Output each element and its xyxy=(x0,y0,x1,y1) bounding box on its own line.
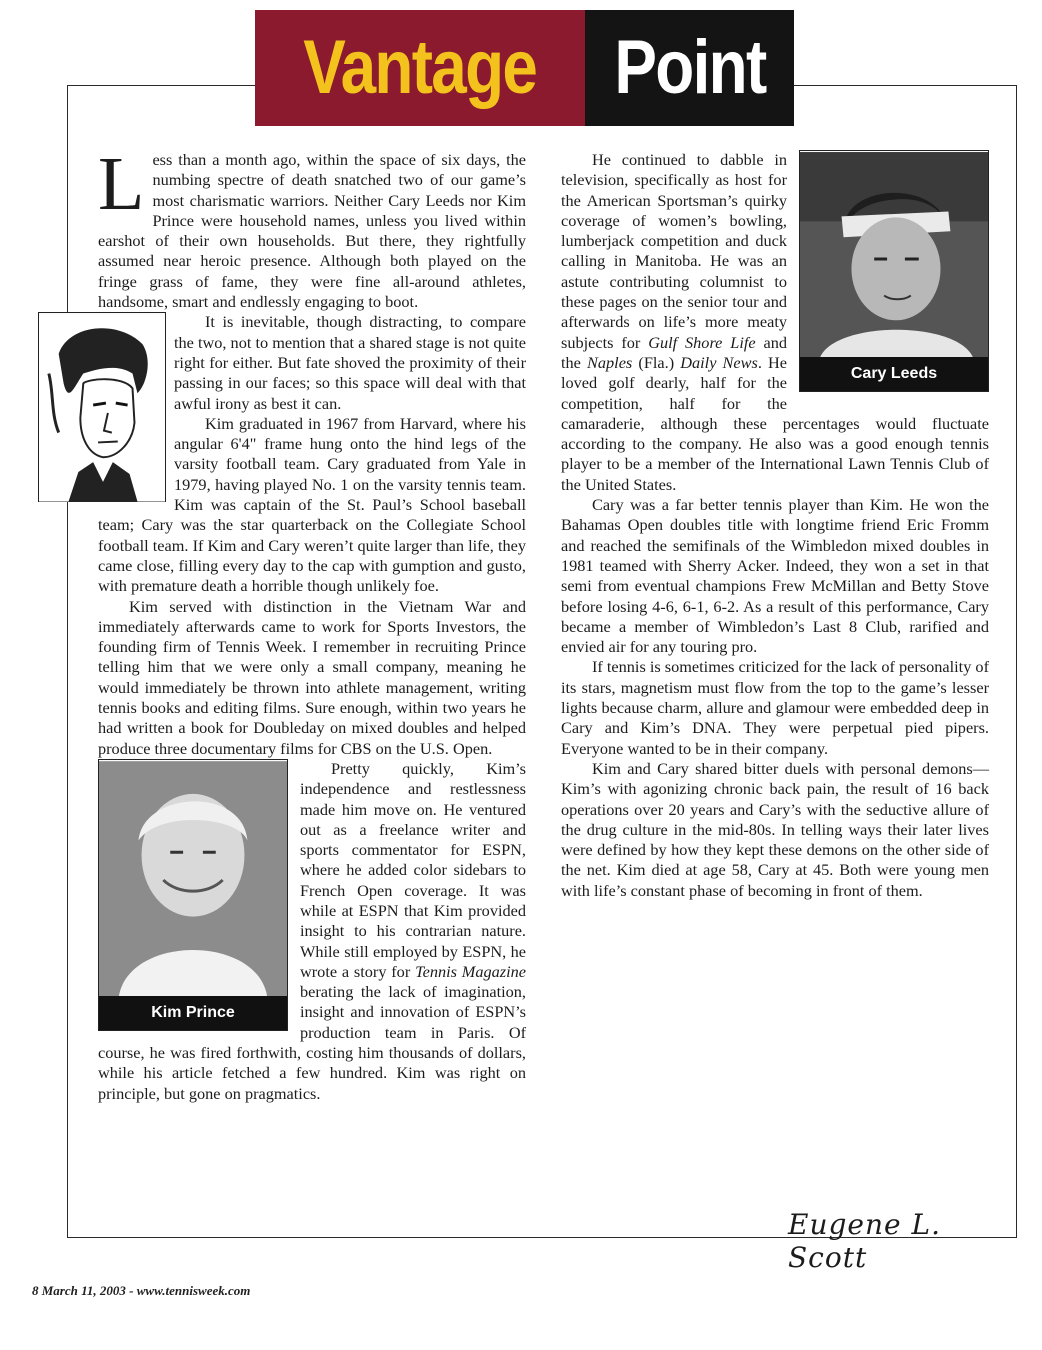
header-left-block xyxy=(255,10,585,126)
header-right-block xyxy=(585,10,794,126)
page-footer: 8 March 11, 2003 - www.tennisweek.com xyxy=(32,1283,251,1298)
paragraph-7: Cary was a far better tennis player than Kim. He won the Bahamas Open doubles title with longtime friend Eric Fromm and reached the semifinals of the Wimbledon mixed doubles in 1981 teamed with Sherry Acker. Indeed, they won a set in that semi from eventual champions Frew McMillan and Betty Stove before losing 4-6, 6-1, 6-2. As a result of this performance, Cary became a member of Wimbledon’s Last 8 Club, rarified and envied air for any touring pro. xyxy=(561,495,989,657)
cary-leeds-caption: Cary Leeds xyxy=(800,357,988,391)
portrait-sketch-illustration xyxy=(38,312,166,502)
paragraph-8: If tennis is sometimes criticized for the lack of personality of its stars, magnetism must flow from the top to the game’s lesser lights because charm, allure and glamour were embedded deep in Cary and Kim’s DNA. They were perpetual pied pipers. Everyone wanted to be in their company. xyxy=(561,657,989,758)
header-word-vantage: Vantage xyxy=(303,25,537,110)
kim-prince-image xyxy=(99,760,287,998)
paragraph-5: Pretty quickly, Kim’s independence and restlessness made him move on. He ventured out as a freelance writer and sports commentator for ESPN, where he added color sidebars to French Open coverage. It was while at ESPN that Kim provided insight to his contrarian nature. While still employed by ESPN, he wrote a story for Tennis Magazine berating the lack of imagination, insight and innovation of ESPN’s production team in Paris. Of course, he was fired forthwith, costing him thousands of dollars, while his article fetched a few hundred. Kim was right on principle, but gone on pragmatics. xyxy=(98,758,527,1103)
author-signature: Eugene L. Scott xyxy=(788,1208,941,1274)
paragraph-2: It is inevitable, though distracting, to compare the two, not to mention that a shared stage is not quite right for either. But fate shoved the proximity of their passing in our faces; so this space will deal with that awful irony as best it can. xyxy=(174,312,526,413)
kim-prince-photo xyxy=(98,759,288,1031)
header-word-point: Point xyxy=(613,25,766,110)
paragraph-3: Kim graduated in 1967 from Harvard, where his angular 6'4" frame hung onto the hind legs of the varsity football team. Cary graduated from Yale in 1979, having played No. 1 on the varsity tennis team. Kim was captain of the St. Paul’s School baseball team; Cary was the star quarterback on the Collegiate School football team. If Kim and Cary weren’t quite larger than life, they came close, filling every day to the cap with gumption and gusto, with premature death a horrible though unlikely foe. xyxy=(98,413,526,596)
cary-leeds-image xyxy=(800,151,988,359)
article-column-right xyxy=(561,150,989,901)
section-header xyxy=(255,10,794,126)
paragraph-6: He continued to dabble in television, specifically as host for the American Sportsman’s quirky coverage of women’s bowling, lumberjack competition and duck calling in Manitoba. He was an astute contributing columnist to these pages on the senior tour and afterwards on life’s more meaty subjects for Gulf Shore Life and the Naples (Fla.) Daily News. He loved golf dearly, half for the competition, half for the camaraderie, although these percentages would fluctuate according to the company. He also was a good enough tennis player to be a member of the International Lawn Tennis Club of the United States. xyxy=(561,150,989,494)
kim-prince-caption: Kim Prince xyxy=(99,996,287,1030)
paragraph-9: Kim and Cary shared bitter duels with personal demons—Kim’s with agonizing chronic back pain, the result of 16 back operations over 20 years and Cary’s with the seductive allure of the drug culture in the mid-80s. In telling ways their later lives were defined by how they kept these demons on the other side of the net. Kim died at age 58, Cary at 45. Both were young men with life’s constant phase of becoming in front of them. xyxy=(561,758,989,900)
sketch-drawing xyxy=(39,313,165,503)
article-column-left xyxy=(98,142,527,1104)
cary-leeds-photo xyxy=(799,150,989,392)
paragraph-1: Less than a month ago, within the space of six days, the numbing spectre of death snatched two of our game’s most charismatic warriors. Neither Cary Leeds nor Kim Prince were household names, unless you lived within earshot of their own households. But there, they rightfully assumed near heroic presence. Although both played on the fringe grass of fame, they were fine all-around athletes, handsome, smart and endlessly engaging to boot. xyxy=(98,142,526,312)
drop-cap: L xyxy=(98,142,145,226)
paragraph-4: Kim served with distinction in the Vietnam War and immediately afterwards came to work for Sports Investors, the founding firm of Tennis Week. I remember in recruiting Prince telling him that we were only a small company, meaning he would immediately be thrown into athlete management, writing tennis books and editing films. Sure enough, within two years he had written a book for Doubleday on mixed doubles and helped produce three documentary films for CBS on the U.S. Open. xyxy=(98,596,526,758)
